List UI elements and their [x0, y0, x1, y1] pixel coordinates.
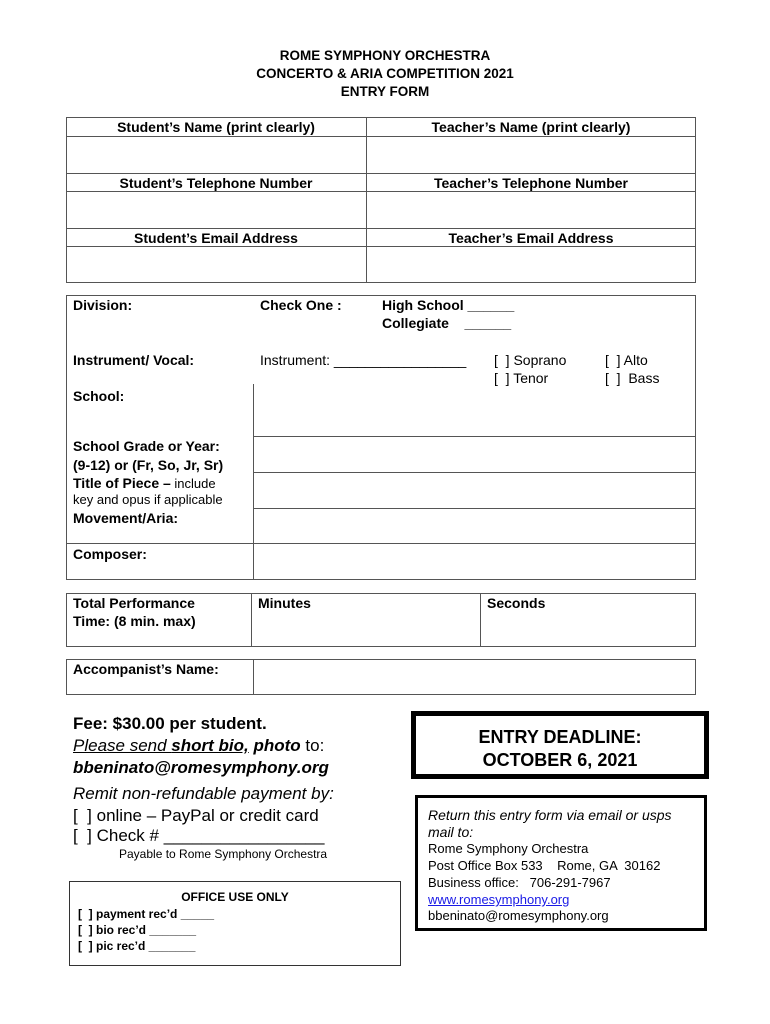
- online-payment-option[interactable]: [ ] online – PayPal or credit card: [73, 806, 319, 825]
- teacher-email-label: Teacher’s Email Address: [448, 230, 614, 246]
- return-info-box: [415, 795, 707, 931]
- alto-checkbox[interactable]: [ ] Alto: [605, 352, 648, 368]
- office-use-box: [69, 881, 401, 966]
- title-of-piece-field[interactable]: [254, 473, 695, 507]
- office-use-title: OFFICE USE ONLY: [181, 890, 289, 904]
- composer-field[interactable]: [254, 544, 695, 579]
- business-office-phone: Business office: 706-291-7967: [428, 875, 611, 890]
- accompanist-label: Accompanist’s Name:: [73, 661, 219, 677]
- student-phone-label: Student’s Telephone Number: [119, 175, 313, 191]
- return-email[interactable]: bbeninato@romesymphony.org: [428, 908, 609, 923]
- return-org: Rome Symphony Orchestra: [428, 841, 589, 856]
- minutes-label: Minutes: [258, 595, 311, 611]
- instrument-field[interactable]: Instrument: _________________: [260, 352, 467, 368]
- title-of-piece-bold: Title of Piece –: [73, 475, 171, 491]
- title-of-piece-note-line2: key and opus if applicable: [73, 492, 223, 507]
- deadline-line-1: ENTRY DEADLINE:: [478, 727, 642, 747]
- send-instructions: [73, 736, 324, 756]
- title-line-3: ENTRY FORM: [340, 84, 430, 99]
- seconds-field[interactable]: [481, 612, 695, 646]
- collegiate-option[interactable]: Collegiate ______: [382, 315, 512, 331]
- movement-field[interactable]: [254, 509, 695, 542]
- teacher-name-label: Teacher’s Name (print clearly): [431, 119, 631, 135]
- return-line-2: mail to:: [428, 824, 474, 840]
- composer-label: Composer:: [73, 546, 147, 562]
- school-label: School:: [73, 388, 125, 404]
- title-of-piece-label: [73, 475, 216, 491]
- deadline-box: [411, 711, 709, 779]
- total-time-label-line1: Total Performance: [73, 595, 195, 611]
- high-school-option[interactable]: High School ______: [382, 297, 515, 313]
- check-payment-option[interactable]: [ ] Check # _________________: [73, 826, 325, 845]
- accompanist-field[interactable]: [254, 660, 695, 694]
- student-name-field[interactable]: [67, 137, 365, 172]
- teacher-name-field[interactable]: [367, 137, 695, 172]
- instrument-vocal-label: Instrument/ Vocal:: [73, 352, 195, 368]
- teacher-phone-label: Teacher’s Telephone Number: [434, 175, 628, 191]
- return-address: Post Office Box 533 Rome, GA 30162: [428, 858, 661, 873]
- website-link[interactable]: www.romesymphony.org: [428, 892, 570, 907]
- payable-note: Payable to Rome Symphony Orchestra: [119, 847, 328, 861]
- student-email-field[interactable]: [67, 247, 365, 282]
- student-phone-field[interactable]: [67, 192, 365, 227]
- fee-line: Fee: $30.00 per student.: [73, 714, 267, 733]
- minutes-field[interactable]: [252, 612, 479, 646]
- movement-label: Movement/Aria:: [73, 510, 179, 526]
- student-email-label: Student’s Email Address: [134, 230, 298, 246]
- to-text: to:: [300, 736, 325, 755]
- photo-text: photo: [248, 736, 301, 755]
- deadline-line-2: OCTOBER 6, 2021: [482, 750, 638, 770]
- title-of-piece-note: include: [170, 476, 216, 491]
- grade-field[interactable]: [254, 437, 695, 471]
- fee-email[interactable]: bbeninato@romesymphony.org: [73, 758, 329, 777]
- school-field[interactable]: [254, 385, 695, 435]
- remit-text: Remit non-refundable payment by:: [73, 784, 334, 803]
- bass-checkbox[interactable]: [ ] Bass: [605, 370, 660, 386]
- seconds-label: Seconds: [487, 595, 546, 611]
- bio-received: [ ] bio rec’d _______: [78, 923, 197, 937]
- grade-label-line1: School Grade or Year:: [73, 438, 220, 454]
- soprano-checkbox[interactable]: [ ] Soprano: [494, 352, 567, 368]
- return-line-1: Return this entry form via email or usps: [428, 807, 672, 823]
- check-one-label: Check One :: [260, 297, 342, 313]
- title-line-1: ROME SYMPHONY ORCHESTRA: [279, 48, 491, 63]
- teacher-phone-field[interactable]: [367, 192, 695, 227]
- division-label: Division:: [73, 297, 133, 313]
- pic-received: [ ] pic rec’d _______: [78, 939, 196, 953]
- student-name-label: Student’s Name (print clearly): [117, 119, 315, 135]
- total-time-label-line2: Time: (8 min. max): [73, 613, 196, 629]
- title-line-2: CONCERTO & ARIA COMPETITION 2021: [256, 66, 514, 81]
- short-bio-text: short bio,: [171, 736, 249, 755]
- payment-received: [ ] payment rec’d _____: [78, 907, 215, 921]
- please-send-text: Please send: [73, 736, 172, 755]
- tenor-checkbox[interactable]: [ ] Tenor: [494, 370, 549, 386]
- grade-label-line2: (9-12) or (Fr, So, Jr, Sr): [73, 457, 224, 473]
- teacher-email-field[interactable]: [367, 247, 695, 282]
